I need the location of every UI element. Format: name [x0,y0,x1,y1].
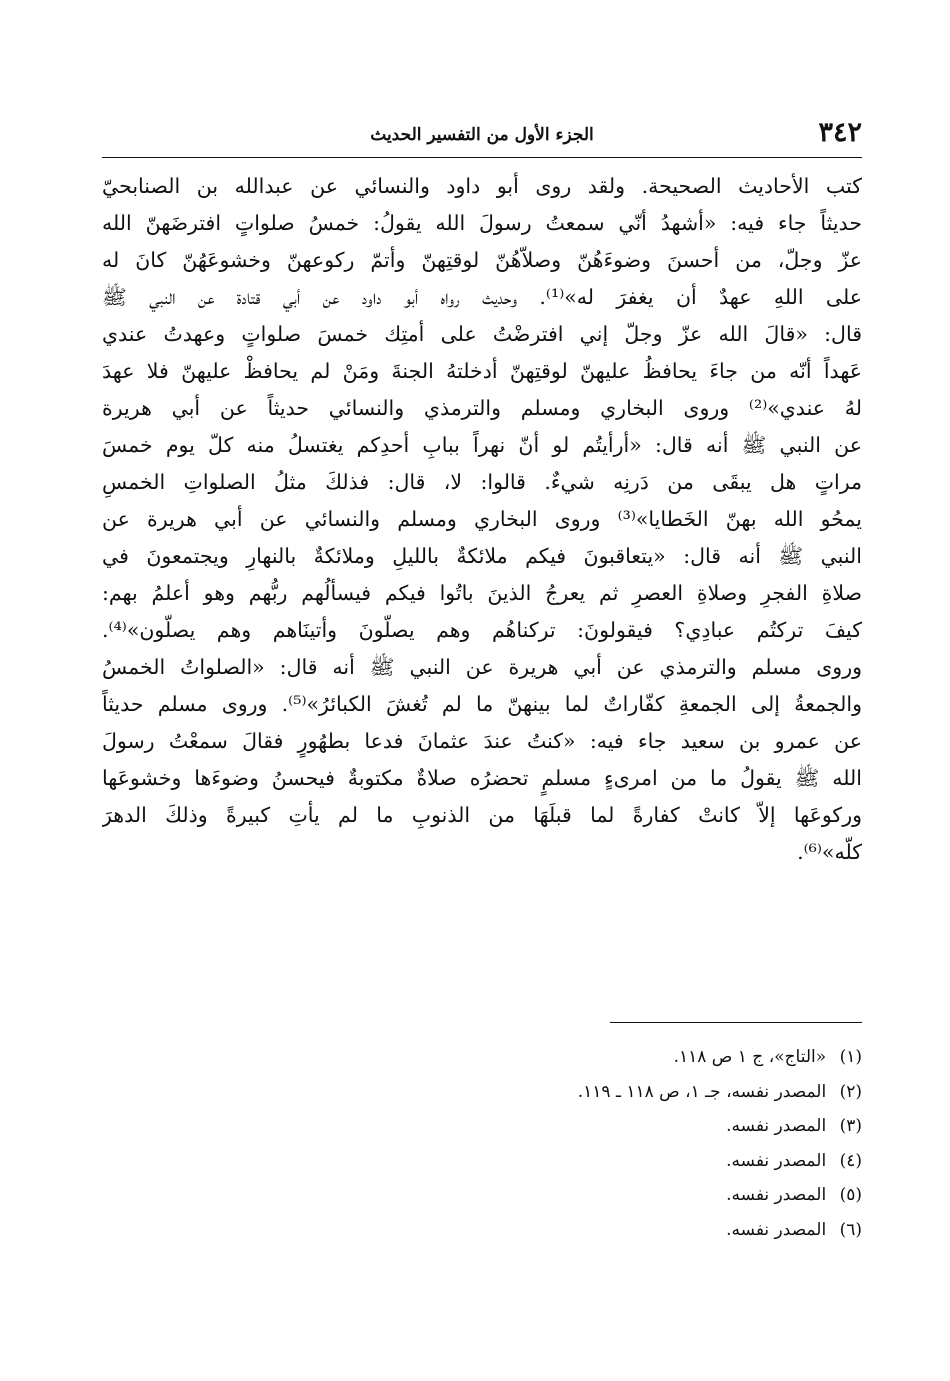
footnote [102,1075,862,1110]
text-line: الله ﷺ يقولُ ما من امرىءٍ مسلمٍ تحضرُه صلاةٌ مكتوبةٌ فيحسنُ وضوءَها وخشوعَها [102,766,862,790]
text-line: عزّ وجلّ، من أحسنَ وضوءَهُنّ وصلاّهُنّ لوقتِهنّ وأتمّ ركوعهنّ وخشوعَهُنّ كانَ له [102,248,862,272]
footnote-marker: (٤) [839,1150,862,1171]
footnote-marker: (١) [839,1047,862,1067]
page-header [102,112,862,156]
footnote-text: «التاج»، ج ١ ص ١١٨. [673,1047,827,1067]
text-line: لهُ عندي»⁽²⁾ وروى البخاري ومسلم والترمذي والنسائي حديثاً عن أبي هريرة [102,396,862,420]
text-line: وركوعَها إلاّ كانتْ كفارةً لما قبلَهَا من الذنوبِ ما لم يأتِ كبيرةً وذلكَ الدهرَ [102,803,862,827]
text-line: عن النبي ﷺ أنه قال: «أرأيتُم لو أنّ نهراً ببابِ أحدِكم يغتسلُ منه كلّ يوم خمسَ [102,433,862,457]
footnote [102,1144,862,1179]
footnote-marker: (٥) [839,1185,862,1205]
body-text [102,168,862,871]
footnote-marker: (٣) [839,1116,862,1136]
footnote-text: المصدر نفسه. [726,1219,827,1240]
footnote-text: المصدر نفسه. [726,1150,827,1171]
running-title: الجزء الأول من التفسير الحديث [370,125,594,145]
header-divider [102,157,862,158]
footnote [102,1213,862,1248]
footnote-text: المصدر نفسه. [726,1116,827,1136]
text-line: والجمعةُ إلى الجمعةِ كفّاراتٌ لما بينهنّ ما لم تُغشَ الكبائرُ»⁽⁵⁾. وروى مسلم حديثاً [102,692,862,716]
footnotes [102,1040,862,1247]
page-number: ٣٤٢ [818,117,862,148]
footnote [102,1040,862,1075]
footnote-text: المصدر نفسه. [726,1185,827,1205]
text-line: حديثاً جاء فيه: «أشهدُ أنّي سمعتُ رسولَ الله يقولُ: خمسُ صلواتٍ افترضَهنّ الله [102,211,862,235]
footnote-text: المصدر نفسه، جـ ١، ص ١١٨ ـ ١١٩. [577,1081,827,1102]
footnote-marker: (٢) [839,1081,862,1102]
text-line: على اللهِ عهدٌ أن يغفرَ له»⁽¹⁾. وحديث رواه أبو داود عن أبي قتادة عن النبي ﷺ [102,285,862,309]
text-line: عن عمرو بن سعيد جاء فيه: «كنتُ عندَ عثمانَ فدعا بطهُورٍ فقالَ سمعْتُ رسولَ [102,729,862,753]
text-line: وروى مسلم والترمذي عن أبي هريرة عن النبي ﷺ أنه قال: «الصلواتُ الخمسُ [102,655,862,679]
text-line: صلاةِ الفجرِ وصلاةِ العصرِ ثم يعرجُ الذينَ باتُوا فيكم فيسألُهم ربُّهم وهو أعلمُ بهم: [102,581,862,605]
footnote-marker: (٦) [839,1219,862,1240]
text-line: قال: «قالَ الله عزّ وجلّ إني افترضْتُ على أمتِك خمسَ صلواتٍ وعهدتُ عندي [102,322,862,346]
text-line: مراتٍ هل يبقَى من دَرنِه شيءٌ. قالوا: لا، قال: فذلكَ مثلُ الصلواتِ الخمسِ [102,470,862,494]
text-line: كيفَ تركتُم عبادِي؟ فيقولونَ: تركناهُم وهم يصلّونَ وأتينَاهم وهم يصلّون»⁽⁴⁾. [102,618,862,642]
text-line: كتب الأحاديث الصحيحة. ولقد روى أبو داود والنسائي عن عبدالله بن الصنابحيّ [102,174,862,198]
text-line: عَهداً أنّه من جاءَ يحافظُ عليهنّ لوقتِهنّ أدخلتهُ الجنةَ ومَنْ لم يحافظْ عليهنّ فلا عهدَ [102,359,862,383]
text-line: النبي ﷺ أنه قال: «يتعاقبونَ فيكم ملائكةٌ بالليلِ وملائكةٌ بالنهارِ ويجتمعونَ في [102,544,862,568]
text-line: كلّه»⁽⁶⁾. [797,840,862,864]
footnote [102,1109,862,1144]
footnote-divider [610,1022,862,1023]
text-line: يمحُو الله بهنّ الخَطايا»⁽³⁾ وروى البخاري ومسلم والنسائي عن أبي هريرة عن [102,507,862,531]
footnote [102,1178,862,1213]
